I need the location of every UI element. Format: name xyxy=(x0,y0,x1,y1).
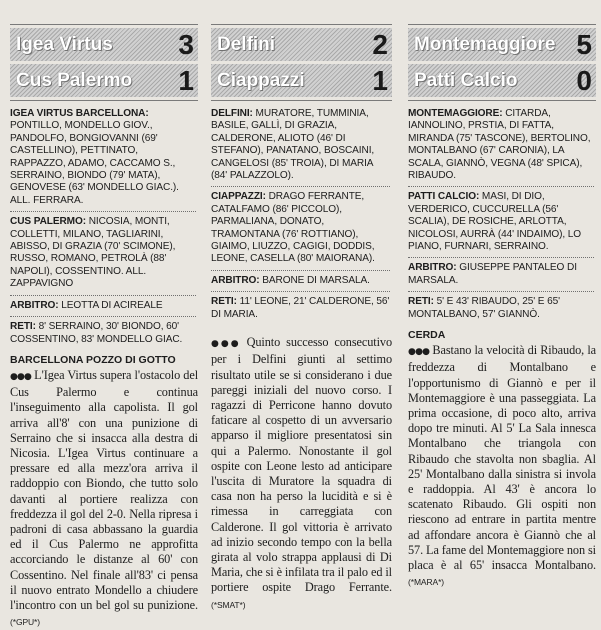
divider xyxy=(408,291,594,292)
bullet-dots-icon: ●●● xyxy=(408,347,430,358)
match-column-2 xyxy=(211,0,392,610)
score-row-home xyxy=(10,28,198,61)
referee-name: GIUSEPPE PANTALEO DI MARSALA. xyxy=(408,262,577,286)
match-column-1 xyxy=(10,0,199,628)
match-column-3 xyxy=(408,0,596,600)
away-goals: 1 xyxy=(178,64,194,96)
lineup-away-text: NICOSIA, MONTI, COLLETTI, MILANO, TAGLIARINI, ABISSO, DI GRAZIA (70' SCIMONE), RUSSO, ROMANO, PETROLÀ (88' NAPOLI), COSSENTINO. ALL. ZAPPAVIGNO xyxy=(10,216,176,290)
goals-text: 11' LEONE, 21' CALDERONE, 56' DI MARIA. xyxy=(211,296,390,320)
referee-label: ARBITRO: xyxy=(211,274,260,286)
lineup-home-text: CITARDA, IANNOLINO, PRSTIA, DI FATTA, MIRANDA (75' TASCONE), BERTOLINO, MONTALBANO (67' CARONIA), LA SCALA, GIANNÒ, VEGNA (48' SPICA), RIBAUDO. xyxy=(408,108,591,182)
away-goals: 1 xyxy=(372,64,388,96)
lineup-away-label: CIAPPAZZI: xyxy=(211,191,266,203)
referee xyxy=(10,300,196,312)
scoreboard-rule xyxy=(211,100,392,101)
match-report xyxy=(408,343,596,590)
scoreboard xyxy=(408,24,596,101)
article-place: BARCELLONA POZZO DI GOTTO xyxy=(10,353,176,366)
away-goals: 0 xyxy=(576,64,592,96)
lineup-home-text: MURATORE, TUMMINIA, BASILE, GALLÌ, DI GRAZIA, CALDERONE, ALIOTO (46' DI STEFANO), PANATANO, BOSCAINI, CANGELOSI (85' TROIA), DI MARIA (84' PALAZZOLO). xyxy=(211,108,375,182)
lineup-home xyxy=(211,108,390,182)
goals-scored xyxy=(211,296,390,321)
home-goals: 2 xyxy=(372,28,388,60)
home-goals: 5 xyxy=(576,28,592,60)
author-signature: (*MARA*) xyxy=(408,577,445,588)
divider xyxy=(211,291,390,292)
article-place: CERDA xyxy=(408,329,446,342)
goals-scored xyxy=(408,296,594,321)
match-report-text: L'Igea Virtus supera l'ostacolo del Cus Palermo e continua l'inseguimento alla capolista. Il gol arriva all'8' con una punizione di Serraino che si insacca alla destra di Nicosia. L'Igea Virtus continuare a pressare ed alla mezz'ora arriva il raddoppio con Biondo, che tutto solo davanti al portiere realizza con freddezza il gol del 2-0. Nella ripresa i padroni di casa abbassano la guardia ed il Cus Palermo ne approfitta accorciando le distanze al 60' con Cossentino. Nel finale all'83' ci pensa il nuovo entrato Mondello a chiudere l'incontro con un bel gol su punizione. xyxy=(10,367,199,612)
lineups xyxy=(211,108,392,321)
goals-label: RETI: xyxy=(211,296,237,308)
divider xyxy=(211,186,390,187)
referee-name: BARONE DI MARSALA. xyxy=(259,274,370,286)
match-report xyxy=(10,368,198,630)
lineups xyxy=(10,108,198,346)
lineup-home-label: MONTEMAGGIORE: xyxy=(408,108,503,119)
match-report-text: Bastano la velocità di Ribaudo, la freddezza di Montalbano e l'opportunismo di Giannò e per il Montemaggiore è una passeggiata. La prima occasione, di poco alto, arriva dopo tre minuti. Al 5' La Sala innesca Montalbano che triangola con Ribaudo che stavolta non sbaglia. Al 25' Montalbano dalla sinistra si invola e raddoppia. Al 43' è ancora lo scatenato Ribaudo. Gli ospiti non riescono ad entrare in partita mentre ad affondare ancora è Giannò che al 57. La fame del Montemaggiore non si placa è al 65' insacca Montalbano. xyxy=(408,343,597,572)
home-goals: 3 xyxy=(178,28,194,60)
divider xyxy=(408,186,594,187)
lineup-home-text: PONTILLO, MONDELLO GIOV., PANDOLFO, BONGIOVANNI (69' CASTELLINO), PETTINATO, RAPPAZZO, ADAMO, CACCAMO S., SERRAINO, BIONDO (79' MATA), GENOVESE (63' MONDELLO GIAC.). ALL. FERRARA. xyxy=(10,120,179,206)
home-team: Igea Virtus xyxy=(16,33,113,55)
goals-text: 8' SERRAINO, 30' BIONDO, 60' COSSENTINO, 83' MONDELLO GIAC. xyxy=(10,321,183,345)
goals-scored xyxy=(10,321,196,346)
scoreboard xyxy=(10,24,198,101)
referee xyxy=(211,275,390,287)
lineup-away-text: MASI, DI DIO, VERDERICO, CUCCURELLA (56' SCALIA), DE ROSICHE, ARLOTTA, NICOLOSI, AURRÀ (44' INDAIMO), LO PIANO, FURNARI, SERRAINO. xyxy=(408,191,582,253)
away-team: Cus Palermo xyxy=(16,69,133,91)
away-team: Patti Calcio xyxy=(414,69,518,91)
score-row-away xyxy=(10,64,198,97)
lineup-away-label: CUS PALERMO: xyxy=(10,216,86,228)
away-team: Ciappazzi xyxy=(217,69,305,91)
referee-name: LEOTTA DI ACIREALE xyxy=(58,299,163,311)
divider xyxy=(10,316,196,317)
scoreboard-rule xyxy=(10,100,198,101)
divider xyxy=(211,270,390,271)
scoreboard-rule xyxy=(408,100,596,101)
match-report xyxy=(211,335,392,613)
referee xyxy=(408,262,594,287)
score-row-away xyxy=(211,64,392,97)
divider xyxy=(408,257,594,258)
lineup-away-text: DRAGO FERRANTE, CATALFAMO (86' PICCOLO), PARMALIANA, DONATO, TRAMONTANA (76' ROTTIANO), GIAIMO, LIUZZO, CAGIGI, DODDIS, LEONE, CASELLA (80' MAIORANA). xyxy=(211,191,375,265)
lineup-home-label: IGEA VIRTUS BARCELLONA: xyxy=(10,108,149,119)
referee-label: ARBITRO: xyxy=(408,262,457,274)
lineups xyxy=(408,108,596,321)
lineup-home xyxy=(10,108,196,207)
referee-label: ARBITRO: xyxy=(10,299,59,311)
goals-label: RETI: xyxy=(10,321,36,333)
author-signature: (*SMAT*) xyxy=(211,599,246,610)
score-row-home xyxy=(211,28,392,61)
lineup-home xyxy=(408,108,594,182)
bullet-dots-icon: ●●● xyxy=(10,371,32,382)
home-team: Montemaggiore xyxy=(414,33,556,55)
score-row-home xyxy=(408,28,596,61)
goals-label: RETI: xyxy=(408,296,434,308)
match-report-text: Quinto successo consecutivo per i Delfini giunti al settimo risultato utile se si considerano i due pareggi iniziali del nuovo corso. I ragazzi di Perricone hanno dovuto faticare al cospetto di un avversario apparso il migliore presentatosi sin qui a Palermo. Nonostante il gol ospite con Leone lesto ad anticipare l'uscita di Muratore la squadra di casa non ha perso la lucidità e si è rimessa in carreggiata con Calderone. Il gol vittoria è arrivato ad inizio secondo tempo con la bella girata al volo strappa applausi di Di Maria, che si è infilata tra il palo ed il portiere ospite Drago Ferrante. xyxy=(211,335,392,595)
home-team: Delfini xyxy=(217,33,276,55)
author-signature: (*GPU*) xyxy=(10,617,40,628)
bullet-dots-icon: ●●● xyxy=(211,339,241,350)
lineup-away xyxy=(408,191,594,253)
lineup-away-label: PATTI CALCIO: xyxy=(408,191,480,203)
lineup-away xyxy=(10,216,196,290)
goals-text: 5' E 43' RIBAUDO, 25' E 65' MONTALBANO, 57' GIANNÒ. xyxy=(408,296,560,320)
scoreboard xyxy=(211,24,392,101)
score-row-away xyxy=(408,64,596,97)
lineup-home-label: DELFINI: xyxy=(211,108,253,119)
divider xyxy=(10,295,196,296)
divider xyxy=(10,211,196,212)
lineup-away xyxy=(211,191,390,265)
